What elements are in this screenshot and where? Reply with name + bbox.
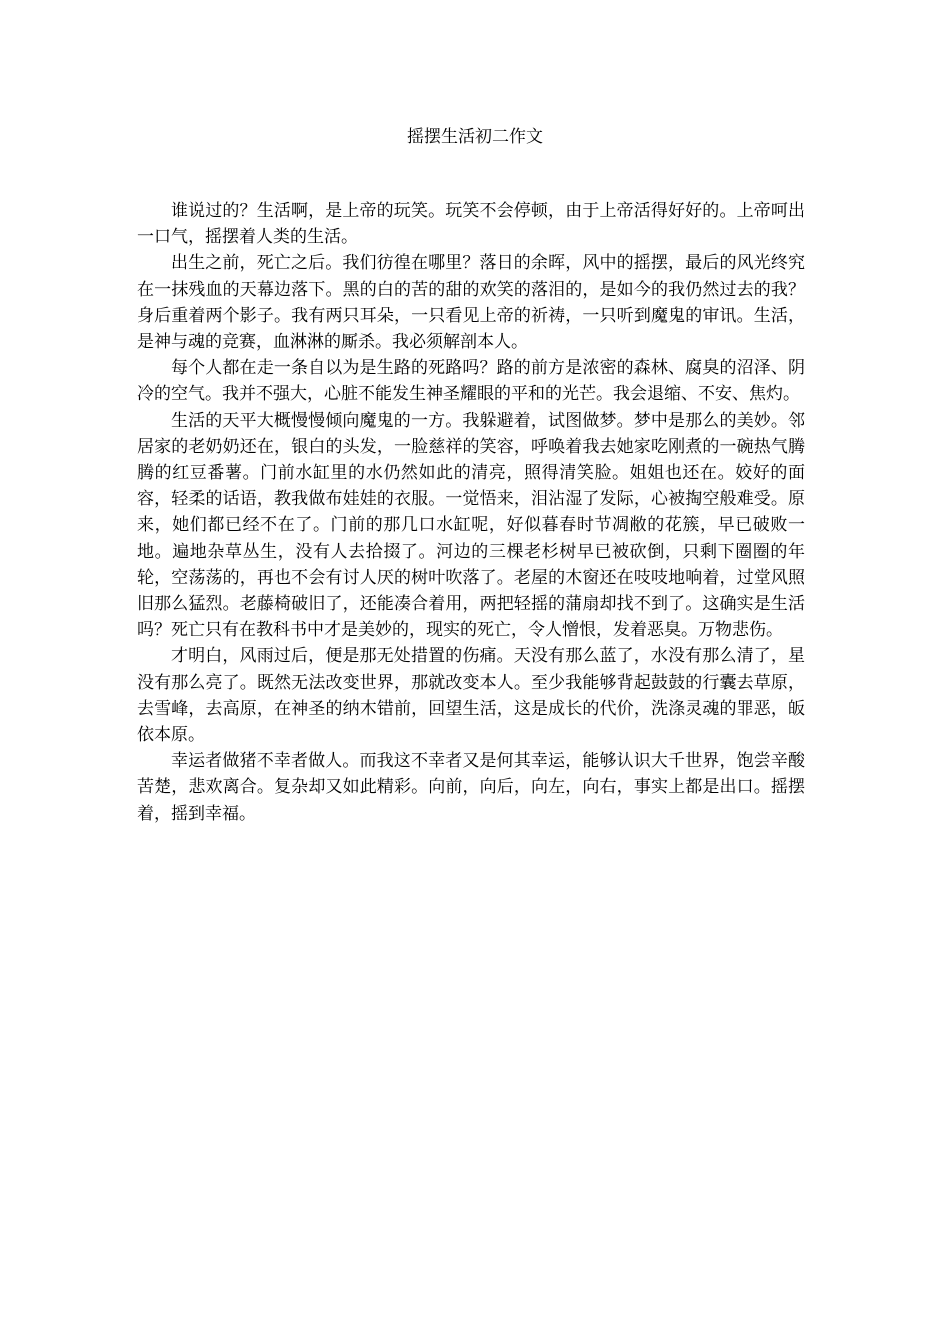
paragraph: 出生之前，死亡之后。我们彷徨在哪里？落日的余晖，风中的摇摆，最后的风光终究在一抹残血的天幕边落下。黑的白的苦的甜的欢笑的落泪的，是如今的我仍然过去的我？身后重着两个影子。我有两只耳朵，一只看见上帝的祈祷，一只听到魔鬼的审讯。生活，是神与魂的竞赛，血淋淋的厮杀。我必须解剖本人。 [137, 253, 805, 353]
paragraph: 每个人都在走一条自以为是生路的死路吗？路的前方是浓密的森林、腐臭的沼泽、阴冷的空气。我并不强大，心脏不能发生神圣耀眼的平和的光芒。我会退缩、不安、焦灼。 [137, 358, 805, 405]
paragraph: 谁说过的？生活啊，是上帝的玩笑。玩笑不会停顿，由于上帝活得好好的。上帝呵出一口气，摇摆着人类的生活。 [137, 201, 805, 248]
document-title: 摇摆生活初二作文 [407, 127, 543, 147]
paragraph: 生活的天平大概慢慢倾向魔鬼的一方。我躲避着，试图做梦。梦中是那么的美妙。邻居家的老奶奶还在，银白的头发，一脸慈祥的笑容，呼唤着我去她家吃刚煮的一碗热气腾腾的红豆番薯。门前水缸里的水仍然如此的清亮，照得清笑脸。姐姐也还在。姣好的面容，轻柔的话语，教我做布娃娃的衣服。一觉悟来，泪沾湿了发际，心被掏空般难受。原来，她们都已经不在了。门前的那几口水缸呢，好似暮春时节凋敝的花簇，早已破败一地。遍地杂草丛生，没有人去拾掇了。河边的三棵老杉树早已被砍倒，只剩下圈圈的年轮，空荡荡的，再也不会有讨人厌的树叶吹落了。老屋的木窗还在吱吱地响着，过堂风照旧那么猛烈。老藤椅破旧了，还能凑合着用，两把轻摇的蒲扇却找不到了。这确实是生活吗？死亡只有在教科书中才是美妙的，现实的死亡，令人憎恨，发着恶臭。万物悲伤。 [137, 410, 805, 641]
paragraph: 幸运者做猪不幸者做人。而我这不幸者又是何其幸运，能够认识大千世界，饱尝辛酸苦楚，悲欢离合。复杂却又如此精彩。向前，向后，向左，向右，事实上都是出口。摇摆着，摇到幸福。 [137, 751, 805, 824]
document-body [137, 198, 805, 827]
paragraph: 才明白，风雨过后，便是那无处措置的伤痛。天没有那么蓝了，水没有那么清了，星没有那么亮了。既然无法改变世界，那就改变本人。至少我能够背起鼓鼓的行囊去草原，去雪峰，去高原，在神圣的纳木错前，回望生活，这是成长的代价，洗涤灵魂的罪恶，皈依本原。 [137, 646, 805, 746]
